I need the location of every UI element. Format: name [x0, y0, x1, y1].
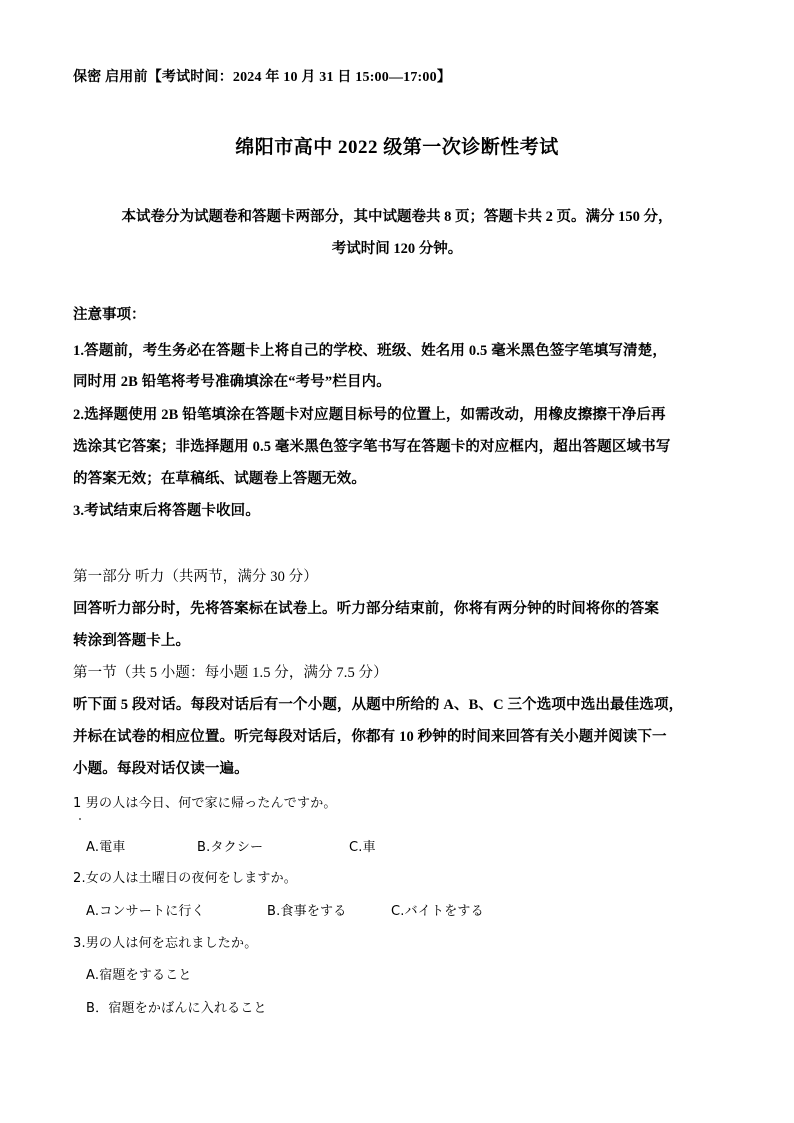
notice-line: 3.考试结束后将答题卡收回。 — [73, 503, 260, 519]
option-a: A.電車 — [86, 840, 126, 855]
question-text: 3.男の人は何を忘れましたか。 — [73, 936, 258, 951]
option-c: C.車 — [349, 840, 376, 855]
notice-line: 的答案无效；在草稿纸、试题卷上答题无效。 — [73, 471, 366, 487]
option-b: B．宿題をかばんに入れること — [86, 1001, 267, 1016]
option-a: A.宿題をすること — [86, 968, 192, 983]
scan-mark — [79, 818, 81, 820]
section1-desc-line: 小题。每段对话仅读一遍。 — [73, 761, 249, 777]
section1-heading: 第一节（共 5 小题：每小题 1.5 分，满分 7.5 分） — [73, 665, 388, 681]
notice-line: 同时用 2B 铅笔将考号准确填涂在“考号”栏目内。 — [73, 374, 391, 390]
exam-title: 绵阳市高中 2022 级第一次诊断性考试 — [235, 137, 559, 158]
intro-line-2: 考试时间 120 分钟。 — [331, 241, 463, 257]
question-text: 1 男の人は今日、何で家に帰ったんですか。 — [73, 796, 337, 811]
section1-desc-line: 听下面 5 段对话。每段对话后有一个小题，从题中所给的 A、B、C 三个选项中选出最佳选项， — [73, 697, 684, 713]
option-a: A.コンサートに行く — [86, 904, 205, 919]
intro-line-1: 本试卷分为试题卷和答题卡两部分，其中试题卷共 8 页；答题卡共 2 页。满分 150 分， — [121, 209, 673, 225]
notice-title: 注意事项： — [73, 307, 146, 323]
option-b: B.食事をする — [267, 904, 347, 919]
notice-line: 1.答题前，考生务必在答题卡上将自己的学校、班级、姓名用 0.5 毫米黑色签字笔填写清楚， — [73, 343, 667, 359]
part1-desc-line: 转涂到答题卡上。 — [73, 633, 191, 649]
part1-heading: 第一部分 听力（共两节，满分 30 分） — [73, 569, 318, 585]
option-c: C.バイトをする — [391, 904, 484, 919]
part1-desc-line: 回答听力部分时，先将答案标在试卷上。听力部分结束前，你将有两分钟的时间将你的答案 — [73, 601, 659, 617]
notice-line: 2.选择题使用 2B 铅笔填涂在答题卡对应题目标号的位置上，如需改动，用橡皮擦擦干净后再 — [73, 407, 666, 423]
exam-header: 保密 启用前【考试时间：2024 年 10 月 31 日 15:00—17:00】 — [73, 70, 452, 85]
option-b: B.タクシー — [197, 840, 264, 855]
question-text: 2.女の人は土曜日の夜何をしますか。 — [73, 871, 298, 886]
notice-line: 选涂其它答案；非选择题用 0.5 毫米黑色签字笔书写在答题卡的对应框内，超出答题区域书写 — [73, 439, 671, 455]
section1-desc-line: 并标在试卷的相应位置。听完每段对话后，你都有 10 秒钟的时间来回答有关小题并阅读下一 — [73, 729, 667, 745]
